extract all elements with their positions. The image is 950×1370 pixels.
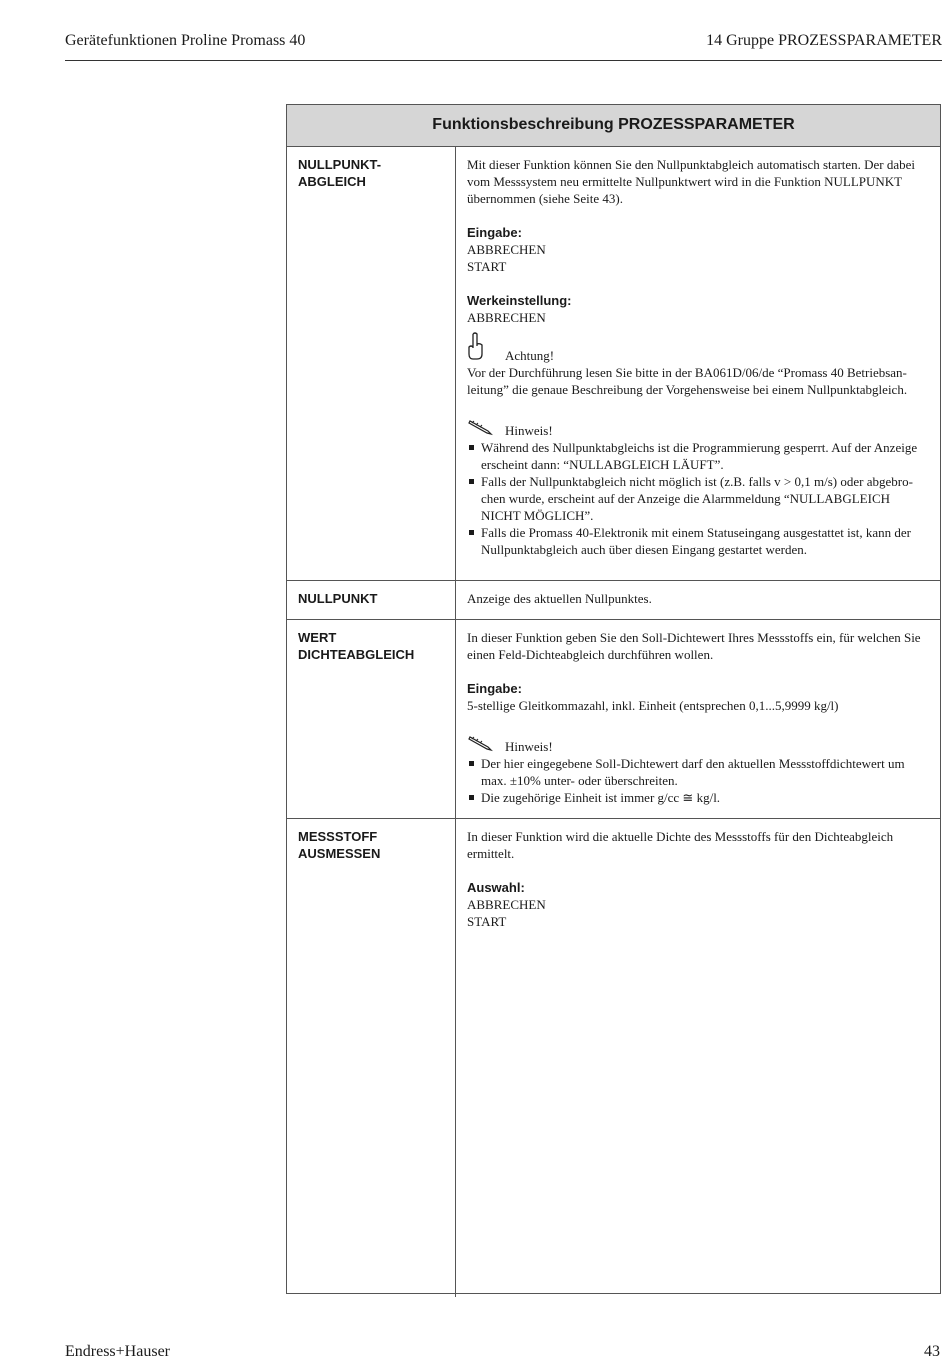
selection-option: START [467,914,507,929]
page-header [65,32,942,61]
hint-list [467,755,932,806]
input-option: ABBRECHEN [467,242,546,257]
hint-line: max. ±10% unter- oder überschreiten. [481,773,678,788]
list-item [467,473,932,524]
function-name [287,620,456,818]
hint-header [467,419,932,439]
hint-line: Der hier eingegebene Soll-Dichtewert darf den aktuellen Messstoffdichtewert um [481,756,905,771]
hint-line: chen wurde, erscheint auf der Anzeige die Alarmmeldung “NULLABGLEICH [481,491,891,506]
table-row-messstoff-ausmessen [287,819,940,1297]
hint-header [467,735,932,755]
input-label: Eingabe: [467,225,522,240]
function-name-line: ABGLEICH [298,174,366,189]
list-item [467,755,932,789]
function-name-line: NULLPUNKT- [298,157,382,172]
selection-label: Auswahl: [467,880,525,895]
table-row-wert-dichteabgleich [287,620,940,819]
hint-label: Hinweis! [505,739,553,754]
function-description [456,819,940,1297]
table-title: Funktionsbeschreibung PROZESSPARAMETER [287,105,940,147]
description-line: In dieser Funktion geben Sie den Soll-Dichtewert Ihres Messstoffs ein, für welchen Sie [467,630,921,645]
description-line: Mit dieser Funktion können Sie den Nullpunktabgleich automatisch starten. Der dabei [467,157,916,172]
description-line: einen Feld-Dichteabgleich durchführen wollen. [467,647,714,662]
function-name [287,581,456,619]
input-label: Eingabe: [467,681,522,696]
function-name [287,819,456,1297]
list-item [467,439,932,473]
function-description-table [286,104,941,1294]
function-description [456,620,940,818]
hint-line: Nullpunktabgleich auch über diesen Eingang gestartet werden. [481,542,807,557]
list-item [467,524,932,558]
function-name-line: AUSMESSEN [298,846,381,861]
pointing-hand-icon [467,332,505,364]
header-chapter-title: 14 Gruppe PROZESSPARAMETER [706,32,942,49]
function-name-line: MESSSTOFF [298,829,378,844]
hint-list [467,439,932,558]
hint-line: Die zugehörige Einheit ist immer g/cc ≅ kg/l. [481,790,721,805]
caution-line: Vor der Durchführung lesen Sie bitte in der BA061D/06/de “Promass 40 Betriebsan- [467,365,907,380]
footer-brand: Endress+Hauser [65,1343,170,1360]
factory-setting-label: Werkeinstellung: [467,293,572,308]
function-name-line: WERT [298,630,337,645]
function-description [456,147,940,580]
caution-header [467,334,932,364]
function-name-line: NULLPUNKT [298,591,378,606]
pencil-icon [467,736,505,755]
table-row-nullpunktabgleich [287,147,940,581]
function-description [456,581,940,619]
description-line: ermittelt. [467,846,515,861]
factory-setting-value: ABBRECHEN [467,310,546,325]
input-value: 5-stellige Gleitkommazahl, inkl. Einheit (entsprechen 0,1...5,9999 kg/l) [467,698,839,713]
function-name [287,147,456,580]
hint-line: Während des Nullpunktabgleichs ist die Programmierung gesperrt. Auf der Anzeige [481,440,918,455]
pencil-icon [467,420,505,439]
description-line: übernommen (siehe Seite 43). [467,191,623,206]
description-line: vom Messsystem neu ermittelte Nullpunktwert wird in die Funktion NULLPUNKT [467,174,903,189]
table-row-nullpunkt [287,581,940,620]
hint-label: Hinweis! [505,423,553,438]
caution-line: leitung” die genaue Beschreibung der Vorgehensweise bei einem Nullpunktabgleich. [467,382,908,397]
hint-line: Falls der Nullpunktabgleich nicht möglich ist (z.B. falls v > 0,1 m/s) oder abgebro- [481,474,913,489]
input-option: START [467,259,507,274]
page-number: 43 [924,1343,940,1360]
description-line: Anzeige des aktuellen Nullpunktes. [467,591,652,606]
description-line: In dieser Funktion wird die aktuelle Dichte des Messstoffs für den Dichteabgleich [467,829,894,844]
hint-line: NICHT MÖGLICH”. [481,508,594,523]
caution-label: Achtung! [505,348,555,363]
list-item [467,789,932,806]
hint-line: erscheint dann: “NULLABGLEICH LÄUFT”. [481,457,724,472]
header-document-title: Gerätefunktionen Proline Promass 40 [65,32,306,49]
selection-option: ABBRECHEN [467,897,546,912]
hint-line: Falls die Promass 40-Elektronik mit einem Statuseingang ausgestattet ist, kann der [481,525,912,540]
function-name-line: DICHTEABGLEICH [298,647,415,662]
